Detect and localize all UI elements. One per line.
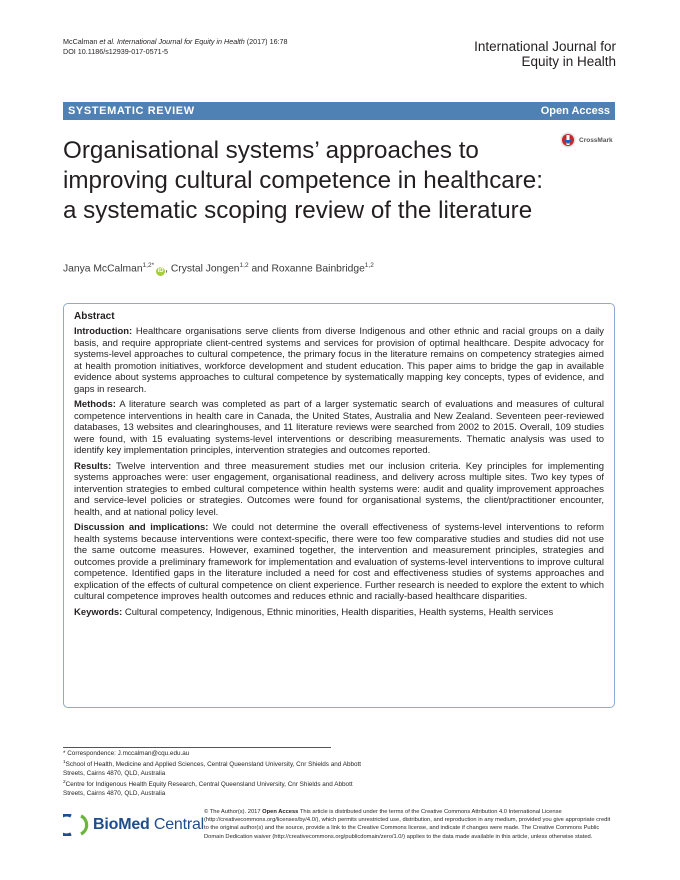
biomed-central-logo[interactable] [63, 814, 204, 836]
correspondence[interactable]: * Correspondence: J.mccalman@cqu.edu.au [63, 750, 190, 757]
doi[interactable]: DOI 10.1186/s12939-017-0571-5 [63, 47, 168, 56]
author-3: and Roxanne Bainbridge [248, 263, 365, 275]
affiliation-2 [63, 778, 363, 798]
journal-name-line1: International Journal for [474, 39, 616, 54]
section-text: A literature search was completed as part of a larger systematic search of evaluations and measures of cultural competence interventions in health care in Canada, the United States, Australia and New Zealand. Seventeen peer-reviewed databases, 13 websites and clearinghouses, and 11 literature reviews were searched from 2002 to 2015. Overall, 109 studies were found, with 15 evaluating systems-level interventions or describing measurements. Thematic analysis was used to identify key implementation principles, intervention strategies and outcomes reported. [74, 399, 604, 456]
license-prefix: © The Author(s). 2017 [204, 809, 263, 815]
biomed-central-wordmark: BioMed Central [93, 816, 205, 833]
citation-journal: et al. International Journal for Equity in Health [99, 37, 245, 46]
biomed-central-icon [63, 814, 89, 836]
section-text: Twelve intervention and three measurement studies met our inclusion criteria. Key principles for implementing systems approaches were: user engagement, organisational readiness, and delivery across multiple sites. Two key types of intervention strategies to embed cultural competence within health systems were: audit and quality improvement approaches and service-level policies or strategies. Outcomes were found for organisational systems, the client/practitioner encounter, health, and at national policy level. [74, 460, 604, 518]
affiliation-1-number: 1 [63, 760, 66, 766]
abstract-discussion [74, 522, 604, 603]
author-3-affiliation: 1,2 [364, 262, 374, 269]
crossmark-badge[interactable] [560, 132, 613, 148]
license-text: This article is distributed under the terms of the Creative Commons Attribution 4.0 International License (http://creativecommons.org/licenses/by/4.0/), which permits unrestricted use, distribution, and reproduction in any medium, provided you give appropriate credit to the original author(s) and the source, provide a link to the Creative Commons license, and indicate if changes were made. The Creative Commons Public Domain Dedication waiver (http://creativecommons.org/publicdomain/zero/1.0/) applies to the data made available in this article, unless otherwise stated. [204, 809, 611, 840]
citation-authors: McCalman [63, 37, 100, 46]
author-1: Janya McCalman [63, 263, 143, 275]
abstract-keywords [74, 607, 604, 619]
open-access-label: Open Access [540, 105, 610, 117]
section-text: Healthcare organisations serve clients from diverse Indigenous and other ethnic and racial groups on a daily basis, and require appropriate client-centred systems and services for provision of optimal healthcare. Despite advocacy for systems-level approaches to cultural competence, the primary focus in the literature remains on competency strategies aimed at health promotion initiatives, workforce development and student education. This paper aims to bridge the gap in available evidence about systems approaches to cultural competence by systematically mapping key concepts, types of evidence, and gaps in research. [74, 326, 604, 395]
article-type-banner [63, 102, 615, 120]
journal-name [474, 39, 616, 69]
abstract-introduction [74, 326, 604, 395]
journal-name-line2: Equity in Health [521, 54, 616, 69]
citation-line [63, 37, 288, 47]
abstract-heading: Abstract [74, 311, 115, 322]
footnotes [63, 749, 363, 798]
license-open-access: Open Access [262, 809, 299, 815]
abstract-results [74, 461, 604, 519]
author-2-affiliation: 1,2 [239, 262, 249, 269]
footnote-divider [63, 747, 331, 748]
citation-block [63, 37, 288, 57]
author-2: , Crystal Jongen [165, 263, 240, 275]
section-label: Discussion and implications: [74, 522, 209, 533]
crossmark-label: CrossMark [579, 136, 613, 144]
affiliation-1-text: School of Health, Medicine and Applied Sciences, Central Queensland University, Cnr Shields and Abbott Streets, Cairns 4870, QLD, Australia [63, 761, 362, 778]
section-label: Results: [74, 460, 112, 472]
section-text: We could not determine the overall effectiveness of systems-level interventions to reform health systems because interventions were context-specific, there were too few comparative studies and studies did not use the same outcome measures. However, examined together, the intervention and measurement principles, strategies and outcomes provide a preliminary framework for implementation and evaluation of systems-level interventions to improve cultural competence. Identified gaps in the literature included a need for cost and effectiveness studies of systems approaches and explication of the effects of cultural competence on client experience. Further research is needed to explore the extent to which cultural competence improves health outcomes and reduces ethnic and racially-based healthcare disparities. [74, 522, 605, 602]
author-list [63, 262, 374, 276]
section-label: Introduction: [74, 326, 133, 337]
abstract-methods [74, 399, 604, 457]
affiliation-1 [63, 758, 363, 778]
article-type-label: SYSTEMATIC REVIEW [68, 105, 195, 117]
section-text: Cultural competency, Indigenous, Ethnic minorities, Health disparities, Health systems, Health services [122, 606, 554, 618]
section-label: Methods: [74, 399, 116, 410]
abstract-box [63, 303, 615, 708]
article-title: Organisational systems’ approaches to improving cultural competence in healthcare: a systematic scoping review of the literature [63, 137, 543, 224]
section-label: Keywords: [74, 606, 123, 618]
license-statement [204, 808, 616, 841]
affiliation-2-text: Centre for Indigenous Health Equity Research, Central Queensland University, Cnr Shields and Abbott Streets, Cairns 4870, QLD, Australia [63, 781, 353, 798]
orcid-icon[interactable]: iD [157, 268, 164, 275]
author-1-affiliation: 1,2* [142, 262, 155, 269]
crossmark-icon [560, 132, 576, 148]
citation-ref: (2017) 16:78 [244, 37, 288, 46]
affiliation-2-number: 2 [63, 780, 66, 786]
